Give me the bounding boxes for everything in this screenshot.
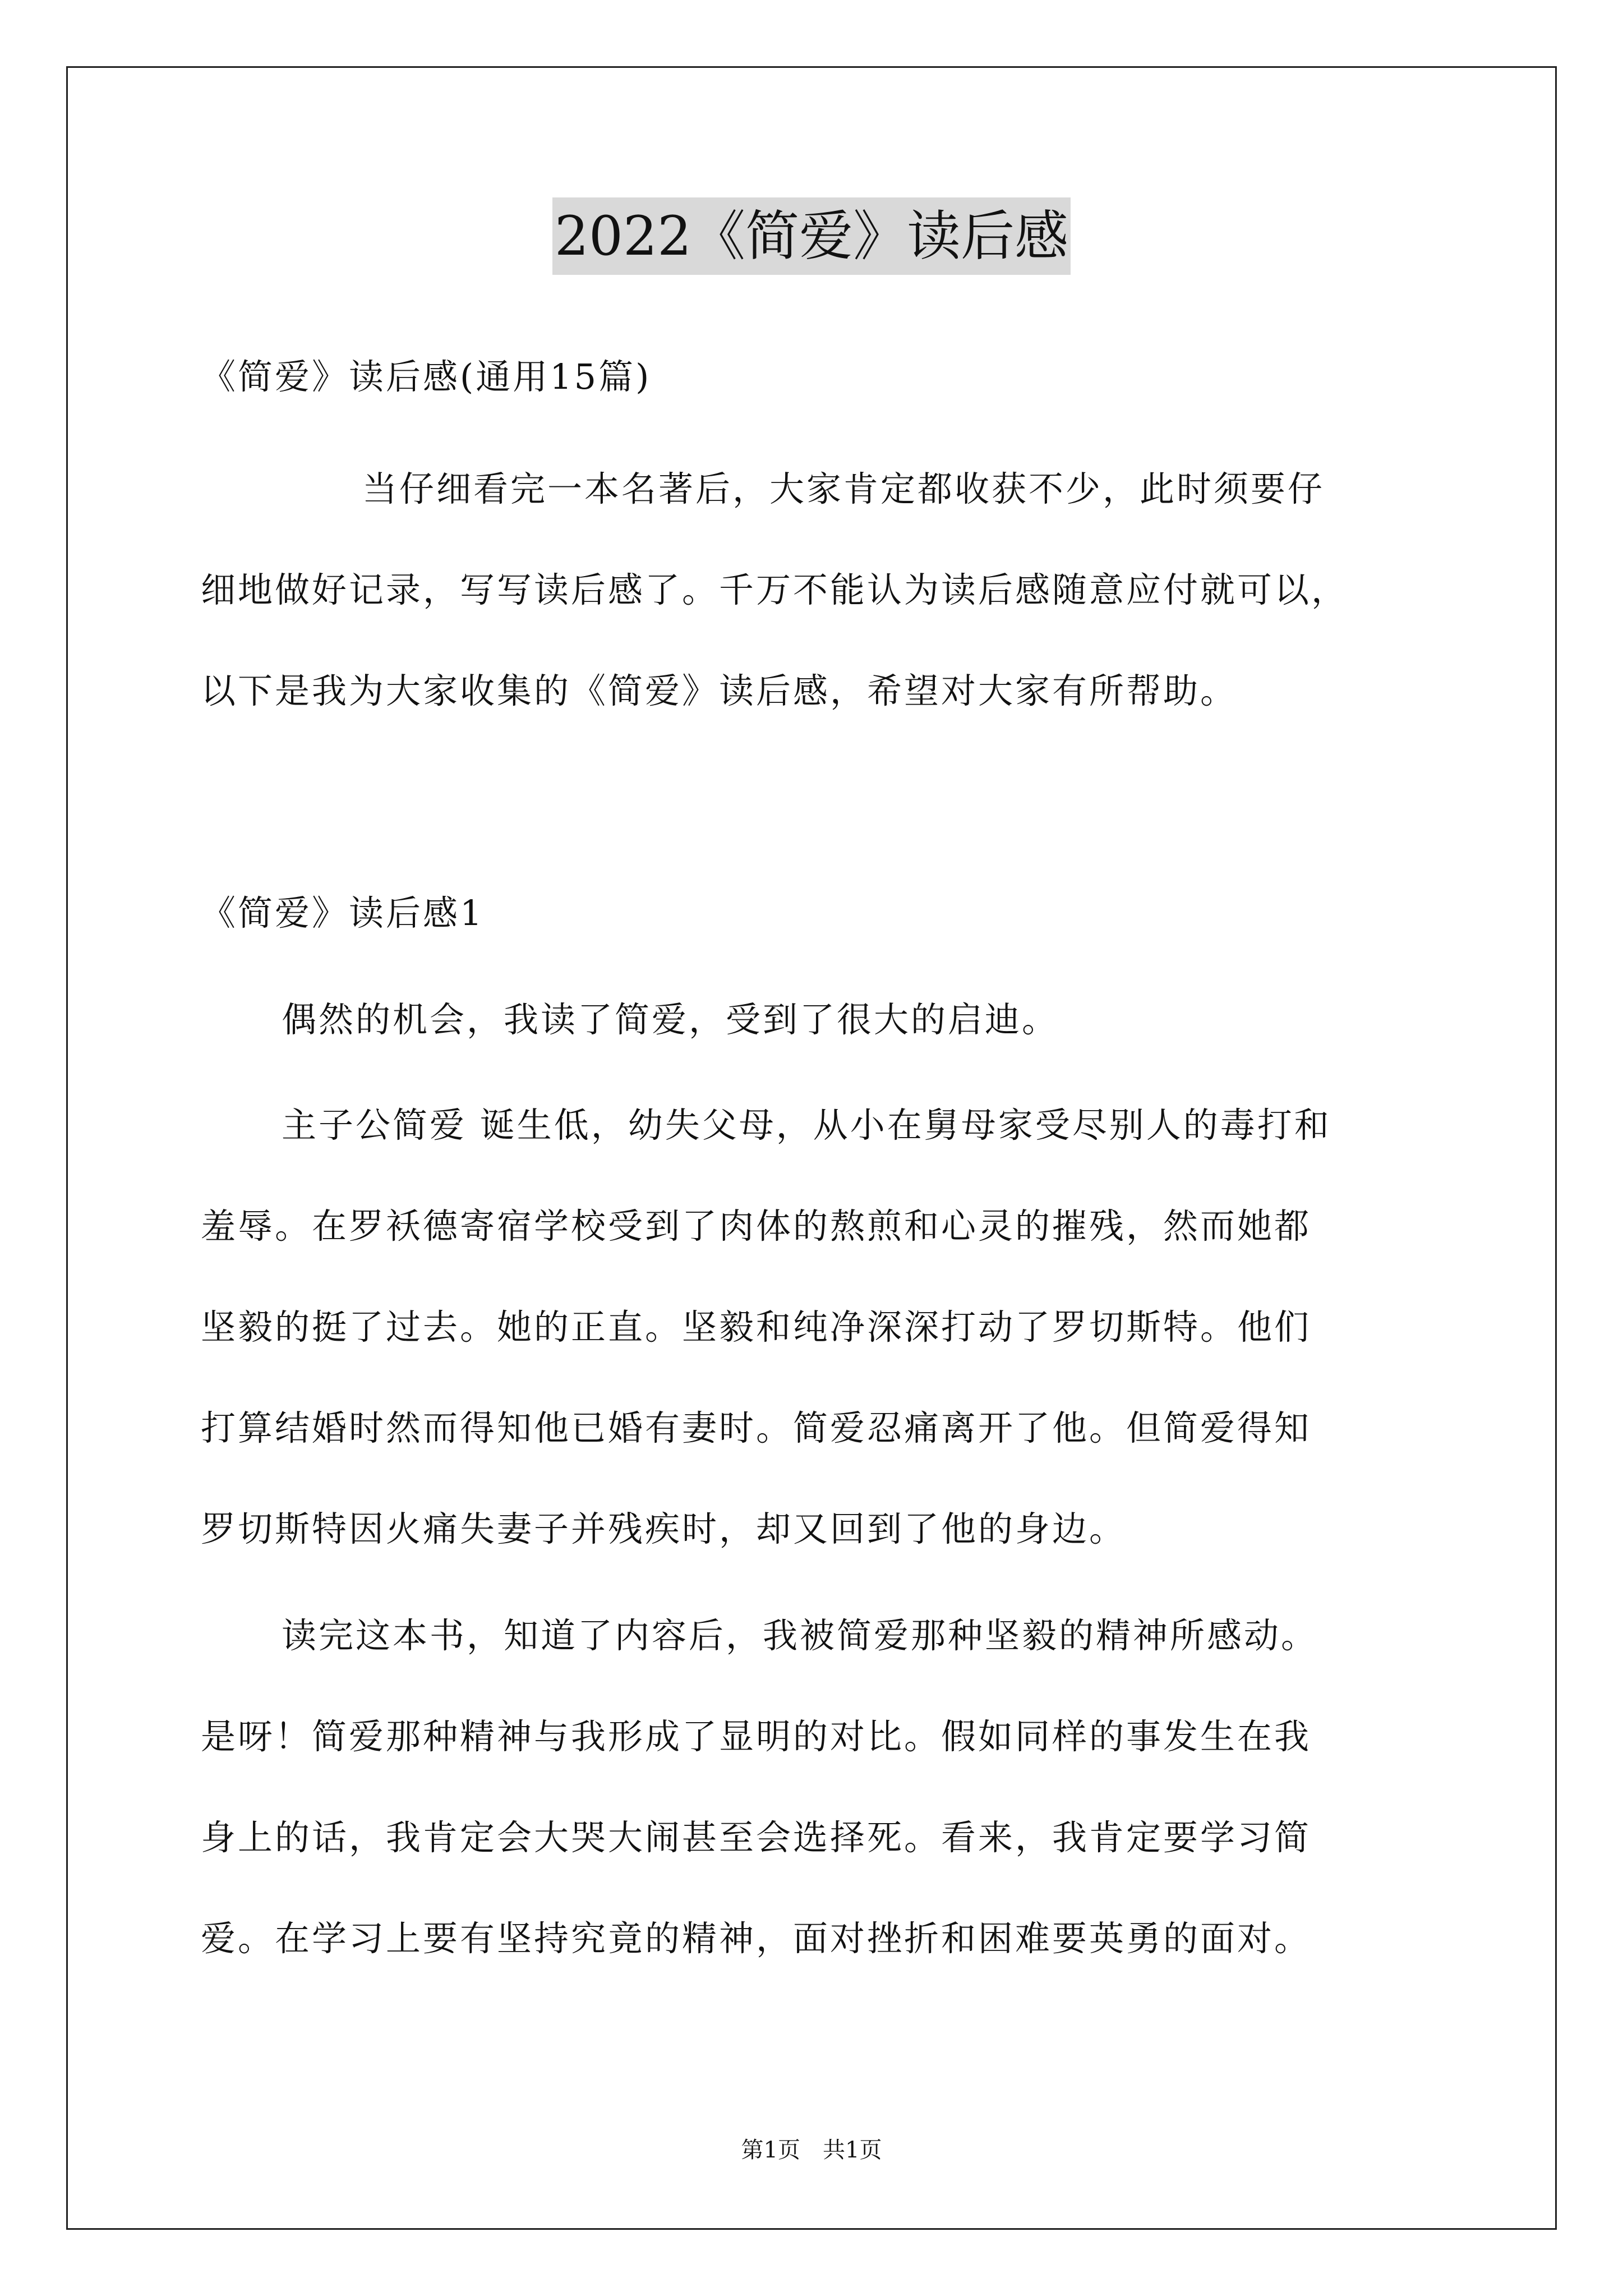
body-line: 羞辱。在罗袄德寄宿学校受到了肉体的熬煎和心灵的摧残，然而她都 [201, 1205, 1312, 1246]
body-line: 是呀！简爱那种精神与我形成了显明的对比。假如同样的事发生在我 [201, 1716, 1312, 1757]
title-container [0, 197, 1623, 275]
body-line: 打算结婚时然而得知他已婚有妻时。简爱忍痛离开了他。但简爱得知 [201, 1407, 1312, 1448]
body-line: 爱。在学习上要有坚持究竟的精神，面对挫折和困难要英勇的面对。 [201, 1918, 1312, 1959]
intro-line: 以下是我为大家收集的《简爱》读后感，希望对大家有所帮助。 [201, 670, 1238, 711]
body-line: 偶然的机会，我读了简爱，受到了很大的启迪。 [282, 999, 1059, 1040]
body-line: 读完这本书，知道了内容后，我被简爱那种坚毅的精神所感动。 [282, 1615, 1318, 1656]
document-subtitle: 《简爱》读后感(通用15篇) [201, 356, 652, 397]
section-heading: 《简爱》读后感1 [201, 892, 485, 933]
document-title: 2022《简爱》读后感 [552, 197, 1071, 275]
intro-line: 当仔细看完一本名著后，大家肯定都收获不少，此时须要仔 [362, 468, 1325, 509]
intro-line: 细地做好记录，写写读后感了。千万不能认为读后感随意应付就可以， [201, 569, 1349, 610]
body-line: 主子公简爱 诞生低，幼失父母，从小在舅母家受尽别人的毒打和 [282, 1105, 1331, 1145]
page-footer: 第1页 共1页 [741, 2137, 882, 2163]
body-line: 身上的话，我肯定会大哭大闹甚至会选择死。看来，我肯定要学习简 [201, 1817, 1312, 1858]
body-line: 坚毅的挺了过去。她的正直。坚毅和纯净深深打动了罗切斯特。他们 [201, 1306, 1312, 1347]
body-line: 罗切斯特因火痛失妻子并残疾时，却又回到了他的身边。 [201, 1508, 1127, 1549]
